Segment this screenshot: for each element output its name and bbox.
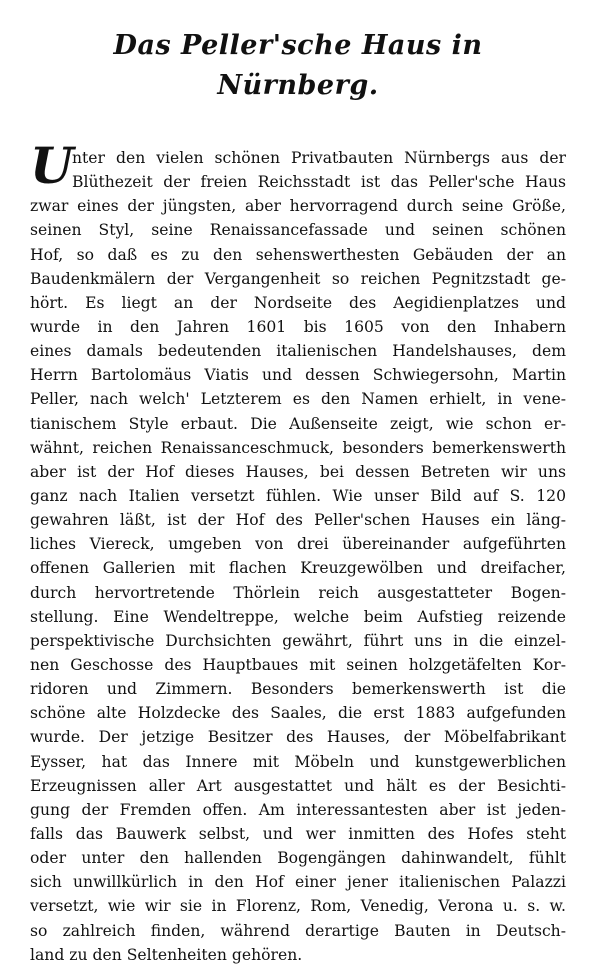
text-line: eines damals bedeutenden italienischen Handelshauses, dem xyxy=(30,342,566,361)
text-line: Erzeugnissen aller Art ausgestattet und hält es der Besichti- xyxy=(30,776,566,795)
text-line: oder unter den hallenden Bogengängen dahinwandelt, fühlt xyxy=(30,849,566,868)
text-line: Herrn Bartolomäus Viatis und dessen Schwiegersohn, Martin xyxy=(30,366,566,385)
text-line: ridoren und Zimmern. Besonders bemerkenswerth ist die xyxy=(30,680,566,699)
text-line: aber ist der Hof dieses Hauses, bei dessen Betreten wir uns xyxy=(30,462,566,481)
text-line: stellung. Eine Wendeltreppe, welche beim Aufstieg reizende xyxy=(30,607,566,626)
text-line: falls das Bauwerk selbst, und wer inmitten des Hofes steht xyxy=(30,824,566,843)
text-line: Blüthezeit der freien Reichsstadt ist das Peller'sche Haus xyxy=(72,173,566,192)
text-line: nter den vielen schönen Privatbauten Nürnbergs aus der xyxy=(72,149,566,167)
article-title: Das Peller'sche Haus in Nürnberg. xyxy=(113,30,483,101)
text-line: schöne alte Holzdecke des Saales, die erst 1883 aufgefunden xyxy=(30,704,566,723)
text-line: tianischem Style erbaut. Die Außenseite zeigt, wie schon er- xyxy=(30,414,566,433)
drop-cap: U xyxy=(30,136,74,195)
text-line: wähnt, reichen Renaissanceschmuck, besonders bemerkenswerth xyxy=(30,438,566,457)
text-line: Baudenkmälern der Vergangenheit so reichen Pegnitzstadt ge- xyxy=(30,269,566,288)
text-line: wurde in den Jahren 1601 bis 1605 von den Inhabern xyxy=(30,317,566,336)
text-line: nen Geschosse des Hauptbaues mit seinen holzgetäfelten Kor- xyxy=(30,655,566,674)
text-line: sich unwillkürlich in den Hof einer jener italienischen Palazzi xyxy=(30,873,566,892)
text-line: offenen Gallerien mit flachen Kreuzgewölben und dreifacher, xyxy=(30,559,566,578)
text-line: gung der Fremden offen. Am interessantesten aber ist jeden- xyxy=(30,800,566,819)
text-line: wurde. Der jetzige Besitzer des Hauses, der Möbelfabrikant xyxy=(30,728,566,747)
text-line: liches Viereck, umgeben von drei übereinander aufgeführten xyxy=(30,535,566,554)
text-line: durch hervortretende Thörlein reich ausgestatteter Bogen- xyxy=(30,583,566,602)
text-line: gewahren läßt, ist der Hof des Peller'schen Hauses ein läng- xyxy=(30,511,566,530)
text-line: versetzt, wie wir sie in Florenz, Rom, Venedig, Verona u. s. w. xyxy=(30,897,566,916)
text-line: land zu den Seltenheiten gehören. xyxy=(30,945,303,964)
text-line: Peller, nach welch' Letzterem es den Namen erhielt, in vene- xyxy=(30,390,566,409)
text-line: Eysser, hat das Innere mit Möbeln und kunstgewerblichen xyxy=(30,752,566,771)
article-body xyxy=(30,136,566,967)
text-line: ganz nach Italien versetzt fühlen. Wie unser Bild auf S. 120 xyxy=(30,486,566,505)
text-line: Hof, so daß es zu den sehenswerthesten Gebäuden der an xyxy=(30,245,566,264)
text-line: seinen Styl, seine Renaissancefassade und seinen schönen xyxy=(30,221,566,240)
text-line: so zahlreich finden, während derartige Bauten in Deutsch- xyxy=(30,921,566,940)
text-line: zwar eines der jüngsten, aber hervorragend durch seine Größe, xyxy=(30,197,566,216)
text-line: hört. Es liegt an der Nordseite des Aegidienplatzes und xyxy=(30,293,566,312)
text-line: perspektivische Durchsichten gewährt, führt uns in die einzel- xyxy=(30,631,566,650)
